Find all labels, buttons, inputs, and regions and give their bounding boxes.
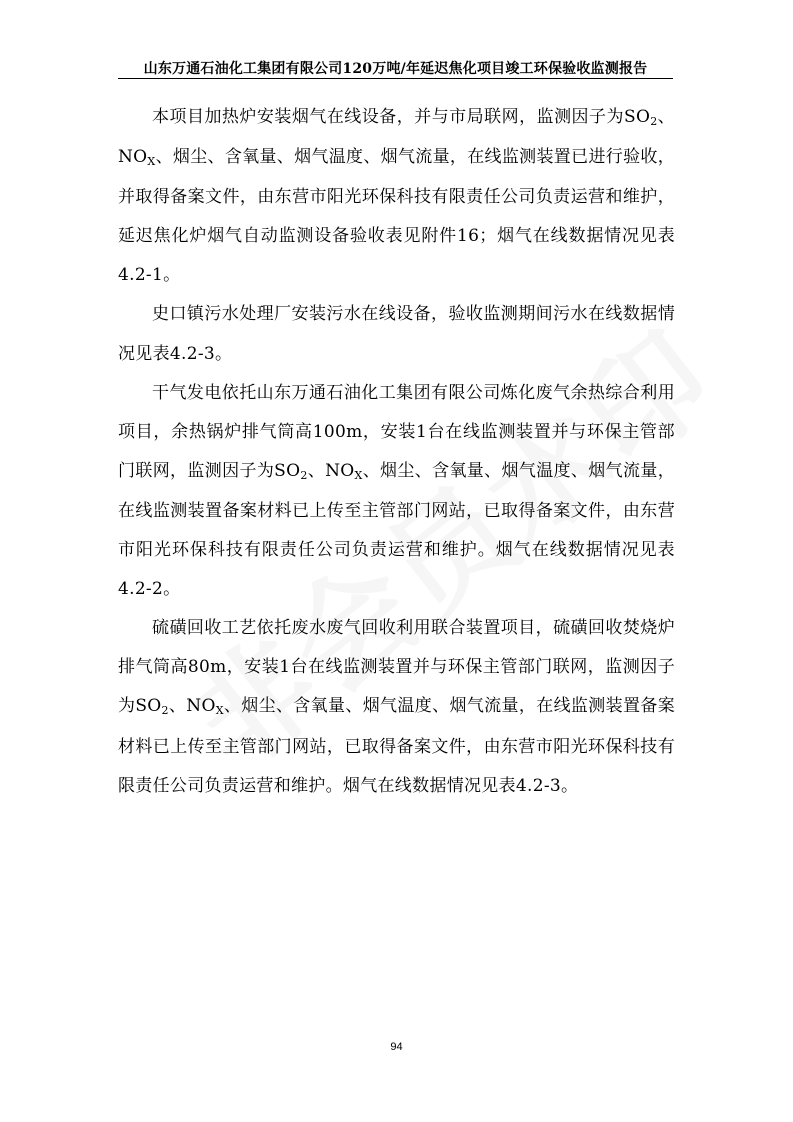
text-run: 、烟尘、含氧量、烟气温度、烟气流量，在线监测装置备案材料已上传至主管部门网站，已取得备案文件，由东营市阳光环保科技有限责任公司负责运营和维护。烟气在线数据情况见表4.2-3。 — [118, 696, 675, 796]
subscript: X — [147, 155, 156, 169]
subscript: 2 — [161, 704, 169, 718]
subscript: X — [354, 468, 363, 482]
subscript: 2 — [650, 115, 658, 128]
header-divider — [118, 78, 673, 79]
page-number: 94 — [390, 1041, 403, 1053]
subscript: 2 — [300, 468, 308, 482]
text-run: 、烟尘、含氧量、烟气温度、烟气流量，在线监测装置已进行验收，并取得备案文件，由东营市阳光环保科技有限责任公司负责运营和维护，延迟焦化炉烟气自动监测设备验收表见附件16；烟气在线数据情况见表4.2-1。 — [118, 147, 675, 286]
text-run: 、NO — [307, 460, 355, 481]
text-run: 硫磺回收工艺依托废水废气回收利用联合装置项目，硫磺回收焚烧炉排气筒高80m，安装1台在线监测装置并与环保主管部门联网，监测因子为SO — [118, 618, 675, 717]
text-run: 、烟尘、含氧量、烟气温度、烟气流量，在线监测装置备案材料已上传至主管部门网站，已取得备案文件，由东营市阳光环保科技有限责任公司负责运营和维护。烟气在线数据情况见表4.2-2。 — [118, 460, 675, 600]
text-run: 本项目加热炉安装烟气在线设备，并与市局联网，监测因子为SO — [152, 107, 651, 127]
text-run: 、NO — [118, 107, 675, 168]
paragraph-dry-gas-power-generation — [118, 374, 675, 610]
text-run: 、NO — [168, 696, 216, 717]
paragraph-heater-online-monitoring — [118, 98, 675, 295]
paragraph-wastewater-online-monitoring — [118, 295, 675, 373]
report-body — [118, 98, 675, 806]
paragraph-sulfur-recovery — [118, 609, 675, 805]
page-header-title: 山东万通石油化工集团有限公司120万吨/年延迟焦化项目竣工环保验收监测报告 — [143, 61, 648, 77]
subscript: X — [215, 704, 224, 718]
text-run: 干气发电依托山东万通石油化工集团有限公司炼化废气余热综合利用项目，余热锅炉排气筒高100m，安装1台在线监测装置并与环保主管部门联网，监测因子为SO — [118, 382, 675, 481]
text-run: 史口镇污水处理厂安装污水在线设备，验收监测期间污水在线数据情况见表4.2-3。 — [118, 304, 675, 364]
